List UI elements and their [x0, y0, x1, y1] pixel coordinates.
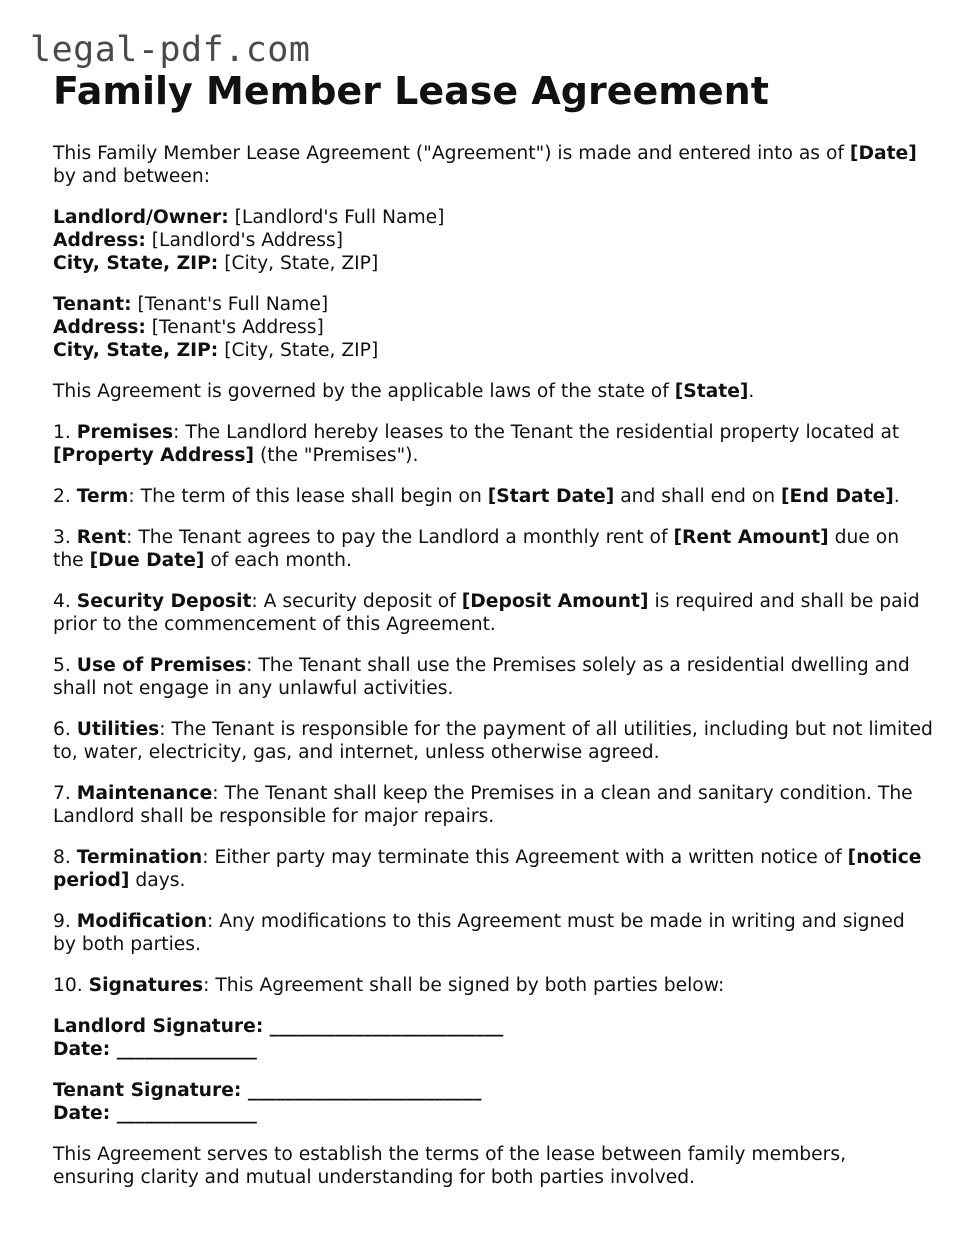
clause-title: Term	[76, 486, 129, 507]
notice-period-placeholder: [notice period]	[53, 847, 922, 891]
state-placeholder: [State]	[674, 381, 749, 402]
clause-maintenance	[53, 782, 933, 828]
clause-text: days.	[129, 870, 186, 891]
end-date-placeholder: [End Date]	[781, 486, 894, 507]
clause-text: is required and shall be paid prior to the commencement of this Agreement.	[53, 591, 920, 635]
clause-termination	[53, 846, 933, 892]
clause-number: 5.	[53, 655, 77, 676]
clause-title: Use of Premises	[76, 655, 247, 676]
clause-text: : The Tenant shall use the Premises solely as a residential dwelling and shall not engage in any unlawful activities.	[53, 655, 910, 699]
tenant-signature-block	[53, 1079, 933, 1125]
start-date-placeholder: [Start Date]	[487, 486, 615, 507]
tenant-city-line	[53, 339, 933, 362]
clause-text: .	[893, 486, 900, 507]
clause-title: Utilities	[76, 719, 160, 740]
clause-utilities	[53, 718, 933, 764]
landlord-address-label: Address:	[53, 230, 146, 251]
clause-number: 8.	[53, 847, 77, 868]
landlord-city-value: [City, State, ZIP]	[218, 253, 379, 274]
tenant-date-line[interactable]	[53, 1102, 933, 1125]
landlord-name-line	[53, 206, 933, 229]
clause-modification	[53, 910, 933, 956]
landlord-address-line	[53, 229, 933, 252]
tenant-name-line	[53, 293, 933, 316]
clause-security-deposit	[53, 590, 933, 636]
clause-text: : Either party may terminate this Agreement with a written notice of	[202, 847, 848, 868]
property-address-placeholder: [Property Address]	[53, 445, 255, 466]
date-placeholder: [Date]	[849, 143, 917, 164]
clause-text: : Any modifications to this Agreement must be made in writing and signed by both parties.	[53, 911, 905, 955]
clause-text: : The Landlord hereby leases to the Tenant the residential property located at	[173, 422, 900, 443]
clause-number: 3.	[53, 527, 77, 548]
clause-title: Maintenance	[76, 783, 213, 804]
landlord-signature-line[interactable]	[53, 1015, 933, 1038]
clause-term	[53, 485, 933, 508]
clause-rent	[53, 526, 933, 572]
clause-number: 9.	[53, 911, 77, 932]
landlord-city-label: City, State, ZIP:	[53, 253, 219, 274]
clause-number: 1.	[53, 422, 77, 443]
tenant-signature-line[interactable]	[53, 1079, 933, 1102]
intro-text-end: by and between:	[53, 166, 211, 187]
clause-text: : A security deposit of	[251, 591, 462, 612]
tenant-address-label: Address:	[53, 317, 146, 338]
landlord-address-value: [Landlord's Address]	[145, 230, 343, 251]
clause-title: Modification	[76, 911, 208, 932]
clause-title: Security Deposit	[76, 591, 252, 612]
clause-number: 7.	[53, 783, 77, 804]
landlord-city-line	[53, 252, 933, 275]
tenant-block	[53, 293, 933, 362]
landlord-date-line[interactable]	[53, 1038, 933, 1061]
clause-signatures	[53, 974, 933, 997]
tenant-name-label: Tenant:	[53, 294, 132, 315]
landlord-signature-label: Landlord Signature: _________________________	[53, 1016, 504, 1037]
landlord-block	[53, 206, 933, 275]
clause-text: due on the	[53, 527, 900, 571]
clause-title: Termination	[76, 847, 203, 868]
closing-paragraph: This Agreement serves to establish the terms of the lease between family members, ensuring clarity and mutual understanding for both parties involved.	[53, 1144, 847, 1188]
clause-number: 2.	[53, 486, 77, 507]
clause-text: : The Tenant shall keep the Premises in a clean and sanitary condition. The Landlord shall be responsible for major repairs.	[53, 783, 913, 827]
clause-title: Premises	[76, 422, 174, 443]
tenant-address-line	[53, 316, 933, 339]
landlord-name-label: Landlord/Owner:	[53, 207, 229, 228]
deposit-amount-placeholder: [Deposit Amount]	[461, 591, 649, 612]
governing-text: This Agreement is governed by the applicable laws of the state of	[53, 381, 675, 402]
governing-law-paragraph	[53, 380, 933, 403]
clause-text: and shall end on	[614, 486, 782, 507]
clause-text: (the "Premises").	[254, 445, 419, 466]
tenant-signature-label: Tenant Signature: _________________________	[53, 1080, 482, 1101]
clause-title: Rent	[76, 527, 127, 548]
tenant-city-label: City, State, ZIP:	[53, 340, 219, 361]
clause-premises	[53, 421, 933, 467]
watermark-logo: legal-pdf.com	[30, 30, 311, 70]
page-title: Family Member Lease Agreement	[53, 69, 769, 113]
clause-number: 6.	[53, 719, 77, 740]
tenant-name-value: [Tenant's Full Name]	[131, 294, 329, 315]
tenant-city-value: [City, State, ZIP]	[218, 340, 379, 361]
landlord-date-label: Date: _______________	[53, 1039, 257, 1060]
due-date-placeholder: [Due Date]	[89, 550, 205, 571]
clause-title: Signatures	[88, 975, 204, 996]
clause-number: 4.	[53, 591, 77, 612]
tenant-date-label: Date: _______________	[53, 1103, 257, 1124]
landlord-signature-block	[53, 1015, 933, 1061]
document-body	[53, 66, 933, 1207]
intro-paragraph	[53, 142, 933, 188]
intro-text: This Family Member Lease Agreement ("Agreement") is made and entered into as of	[53, 143, 850, 164]
clause-text: : This Agreement shall be signed by both parties below:	[203, 975, 725, 996]
tenant-address-value: [Tenant's Address]	[145, 317, 324, 338]
clause-number: 10.	[53, 975, 89, 996]
landlord-name-value: [Landlord's Full Name]	[228, 207, 445, 228]
rent-amount-placeholder: [Rent Amount]	[673, 527, 829, 548]
clause-text: : The Tenant is responsible for the payment of all utilities, including but not limited to, water, electricity, gas, and internet, unless otherwise agreed.	[53, 719, 933, 763]
clause-text: : The term of this lease shall begin on	[128, 486, 488, 507]
governing-text-end: .	[748, 381, 755, 402]
clause-text: : The Tenant agrees to pay the Landlord a monthly rent of	[126, 527, 674, 548]
clause-use-of-premises	[53, 654, 933, 700]
clause-text: of each month.	[204, 550, 352, 571]
